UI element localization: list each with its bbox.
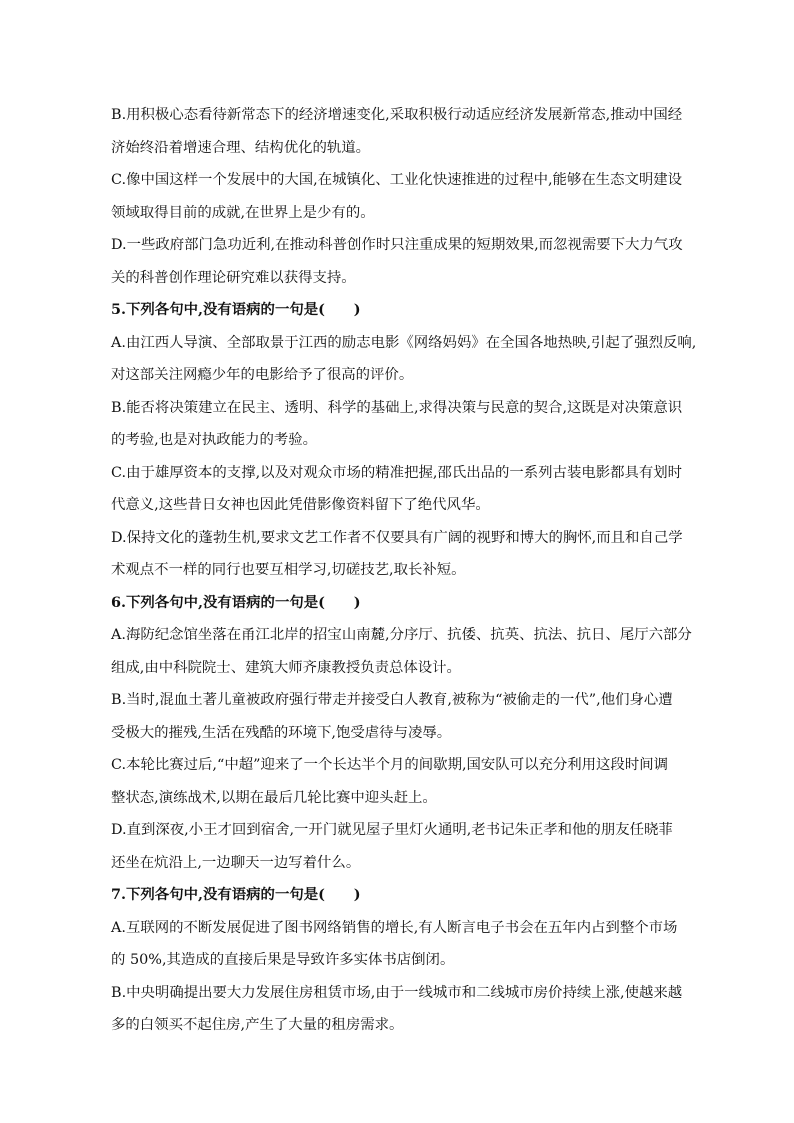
question-6-stem: 6.下列各句中,没有语病的一句是( ) bbox=[111, 593, 361, 611]
option-c-line-1: C.像中国这样一个发展中的大国,在城镇化、工业化快速推进的过程中,能够在生态文明建设 bbox=[111, 172, 683, 188]
q5-option-d-line-2: 术观点不一样的同行也要互相学习,切磋技艺,取长补短。 bbox=[111, 562, 466, 578]
q6-option-c-line-2: 整状态,演练战术,以期在最后几轮比赛中迎头赶上。 bbox=[111, 789, 437, 806]
q7-option-a-line-1: A.互联网的不断发展促进了图书网络销售的增长,有人断言电子书会在五年内占到整个市场 bbox=[111, 919, 678, 936]
q6-option-a-line-1: A.海防纪念馆坐落在甬江北岸的招宝山南麓,分序厅、抗倭、抗英、抗法、抗日、尾厅六部分 bbox=[111, 627, 692, 643]
q5-option-a-line-2: 对这部关注网瘾少年的电影给予了很高的评价。 bbox=[111, 367, 414, 383]
q6-option-d-line-1: D.直到深夜,小王才回到宿舍,一开门就见屋子里灯火通明,老书记朱正孝和他的朋友任晓菲 bbox=[111, 822, 673, 838]
q6-option-b-line-1: B.当时,混血土著儿童被政府强行带走并接受白人教育,被称为“被偷走的一代”,他们身心遭 bbox=[111, 692, 673, 708]
question-5-stem: 5.下列各句中,没有语病的一句是( ) bbox=[111, 301, 361, 318]
option-b-line-2: 济始终沿着增速合理、结构优化的轨道。 bbox=[111, 139, 371, 156]
q5-option-b-line-1: B.能否将决策建立在民主、透明、科学的基础上,求得决策与民意的契合,这既是对决策意识 bbox=[111, 399, 683, 416]
option-d-line-2: 关的科普创作理论研究难以获得支持。 bbox=[111, 269, 356, 286]
q6-option-c-line-1: C.本轮比赛过后,“中超”迎来了一个长达半个月的间歇期,国安队可以充分利用这段时间调 bbox=[111, 757, 668, 773]
q7-option-b-line-1: B.中央明确提出要大力发展住房租赁市场,由于一线城市和二线城市房价持续上涨,使越来越 bbox=[111, 984, 683, 1001]
q5-option-a-line-1: A.由江西人导演、全部取景于江西的励志电影《网络妈妈》在全国各地热映,引起了强烈反响, bbox=[111, 334, 697, 351]
option-c-line-2: 领域取得目前的成就,在世界上是少有的。 bbox=[111, 204, 375, 221]
option-b-line-1: B.用积极心态看待新常态下的经济增速变化,采取积极行动适应经济发展新常态,推动中国经 bbox=[111, 107, 683, 123]
option-d-line-1: D.一些政府部门急功近利,在推动科普创作时只注重成果的短期效果,而忽视需要下大力气攻 bbox=[111, 237, 683, 253]
q6-option-b-line-2: 受极大的摧残,生活在残酷的环境下,饱受虐待与凌辱。 bbox=[111, 724, 452, 741]
q5-option-c-line-1: C.由于雄厚资本的支撑,以及对观众市场的精准把握,邵氏出品的一系列古装电影都具有划时 bbox=[111, 464, 683, 481]
q5-option-d-line-1: D.保持文化的蓬勃生机,要求文艺工作者不仅要具有广阔的视野和博大的胸怀,而且和自己学 bbox=[111, 529, 683, 546]
q7-option-b-line-2: 多的白领买不起住房,产生了大量的租房需求。 bbox=[111, 1017, 404, 1033]
question-7-stem: 7.下列各句中,没有语病的一句是( ) bbox=[111, 886, 361, 903]
q7-option-a-line-2: 的 50%,其造成的直接后果是导致许多实体书店倒闭。 bbox=[111, 952, 455, 968]
q6-option-d-line-2: 还坐在炕沿上,一边聊天一边写着什么。 bbox=[111, 854, 361, 871]
q6-option-a-line-2: 组成,由中科院院士、建筑大师齐康教授负责总体设计。 bbox=[111, 659, 461, 676]
q5-option-c-line-2: 代意义,这些昔日女神也因此凭借影像资料留下了绝代风华。 bbox=[111, 497, 490, 513]
document-body bbox=[111, 99, 697, 1042]
q5-option-b-line-2: 的考验,也是对执政能力的考验。 bbox=[111, 432, 318, 448]
